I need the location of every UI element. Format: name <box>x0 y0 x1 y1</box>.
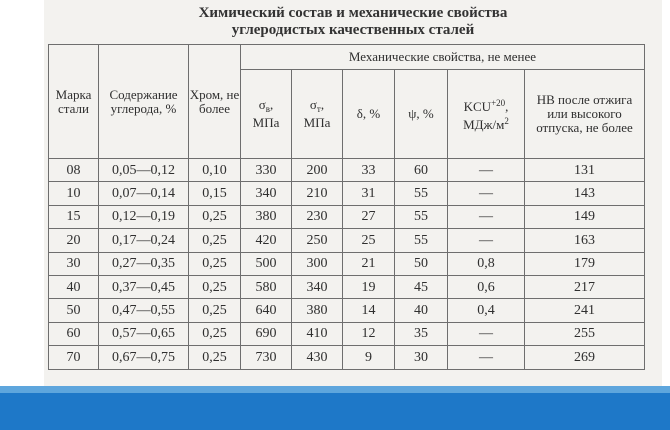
table-cell: — <box>448 322 525 345</box>
table-cell: 0,4 <box>448 299 525 322</box>
table-cell: 500 <box>241 252 292 275</box>
table-cell: 0,17—0,24 <box>99 229 189 252</box>
table-cell: 340 <box>241 182 292 205</box>
table-cell: 45 <box>395 275 448 298</box>
table-cell: 0,47—0,55 <box>99 299 189 322</box>
table-cell: 0,12—0,19 <box>99 205 189 228</box>
table-cell: — <box>448 159 525 182</box>
kcu-unit-superscript: 2 <box>504 116 509 126</box>
sigma-b-unit: МПа <box>252 115 280 130</box>
table-cell: 0,25 <box>189 346 241 369</box>
table-cell: 0,25 <box>189 275 241 298</box>
table-cell: 40 <box>395 299 448 322</box>
table-cell: 0,27—0,35 <box>99 252 189 275</box>
table-cell: 430 <box>292 346 343 369</box>
table-cell: 60 <box>49 322 99 345</box>
header-psi: ψ, % <box>395 70 448 159</box>
table-cell: 380 <box>292 299 343 322</box>
table-cell: 0,07—0,14 <box>99 182 189 205</box>
table-cell: 21 <box>343 252 395 275</box>
table-cell: 12 <box>343 322 395 345</box>
table-cell: 217 <box>525 275 645 298</box>
table-cell: 179 <box>525 252 645 275</box>
title-line-2: углеродистых качественных сталей <box>231 22 475 38</box>
kcu-symbol: KCU <box>463 99 492 114</box>
table-cell: 580 <box>241 275 292 298</box>
header-kcu: $KCU^{+20}$, МДж/$м^2$ <box>448 70 525 159</box>
table-cell: 30 <box>49 252 99 275</box>
table-cell: 55 <box>395 229 448 252</box>
table-cell: 0,8 <box>448 252 525 275</box>
page-title <box>44 5 662 39</box>
table-cell: 131 <box>525 159 645 182</box>
table-cell: 0,25 <box>189 299 241 322</box>
header-carbon: Содержание углерода, % <box>99 45 189 159</box>
table-cell: 255 <box>525 322 645 345</box>
table-cell: 340 <box>292 275 343 298</box>
table-cell: 50 <box>49 299 99 322</box>
table-cell: 230 <box>292 205 343 228</box>
table-body <box>49 159 645 370</box>
kcu-superscript: +20 <box>491 98 506 108</box>
table-cell: 25 <box>343 229 395 252</box>
table-cell: 20 <box>49 229 99 252</box>
table-cell: 10 <box>49 182 99 205</box>
kcu-unit: МДж/м <box>463 117 505 132</box>
table-cell: 330 <box>241 159 292 182</box>
table-cell: 690 <box>241 322 292 345</box>
table-cell: 55 <box>395 205 448 228</box>
table-cell: 0,25 <box>189 205 241 228</box>
table-row <box>49 252 645 275</box>
table-cell: 70 <box>49 346 99 369</box>
table-cell: — <box>448 229 525 252</box>
table-row <box>49 229 645 252</box>
table-cell: 0,25 <box>189 322 241 345</box>
header-mechanical-group: Механические свойства, не менее <box>241 45 645 70</box>
table-cell: 200 <box>292 159 343 182</box>
table-row <box>49 182 645 205</box>
table-cell: 410 <box>292 322 343 345</box>
table-cell: 08 <box>49 159 99 182</box>
table-cell: — <box>448 346 525 369</box>
footer-bar <box>0 393 670 430</box>
table-cell: 300 <box>292 252 343 275</box>
table-cell: 241 <box>525 299 645 322</box>
header-chromium: Хром, не более <box>189 45 241 159</box>
sigma-t-unit: МПа <box>303 115 331 130</box>
table-cell: 0,37—0,45 <box>99 275 189 298</box>
table-cell: 19 <box>343 275 395 298</box>
header-hb: НВ после отжига или высокого отпуска, не более <box>525 70 645 159</box>
table-cell: 0,67—0,75 <box>99 346 189 369</box>
table-cell: 50 <box>395 252 448 275</box>
table-cell: 0,25 <box>189 229 241 252</box>
sigma-b-subscript: в <box>265 104 270 114</box>
table-row <box>49 322 645 345</box>
header-sigma-b: $\sigma_в$, МПа <box>241 70 292 159</box>
table-cell: 14 <box>343 299 395 322</box>
sigma-t-symbol: σ <box>309 97 317 112</box>
table-cell: — <box>448 182 525 205</box>
header-grade: Марка стали <box>49 45 99 159</box>
table-cell: 210 <box>292 182 343 205</box>
table-cell: — <box>448 205 525 228</box>
table-cell: 269 <box>525 346 645 369</box>
table-row <box>49 205 645 228</box>
table-cell: 60 <box>395 159 448 182</box>
table-cell: 380 <box>241 205 292 228</box>
table-cell: 149 <box>525 205 645 228</box>
table-cell: 730 <box>241 346 292 369</box>
table-cell: 0,05—0,12 <box>99 159 189 182</box>
table-cell: 55 <box>395 182 448 205</box>
table-row <box>49 346 645 369</box>
table-cell: 0,6 <box>448 275 525 298</box>
table-cell: 420 <box>241 229 292 252</box>
table-cell: 250 <box>292 229 343 252</box>
table-cell: 40 <box>49 275 99 298</box>
table-row <box>49 275 645 298</box>
table-cell: 0,15 <box>189 182 241 205</box>
table-cell: 9 <box>343 346 395 369</box>
steel-properties-table <box>48 44 645 370</box>
table-cell: 31 <box>343 182 395 205</box>
title-line-1: Химический состав и механические свойства <box>198 5 508 21</box>
table-cell: 0,57—0,65 <box>99 322 189 345</box>
header-delta: δ, % <box>343 70 395 159</box>
sigma-t-subscript: т <box>316 104 321 114</box>
table-row <box>49 159 645 182</box>
table-cell: 640 <box>241 299 292 322</box>
table-cell: 30 <box>395 346 448 369</box>
table-cell: 0,10 <box>189 159 241 182</box>
table-row <box>49 299 645 322</box>
table-cell: 33 <box>343 159 395 182</box>
header-sigma-t: $\sigma_т$, МПа <box>292 70 343 159</box>
sigma-b-symbol: σ <box>258 97 266 112</box>
table-cell: 0,25 <box>189 252 241 275</box>
table-cell: 15 <box>49 205 99 228</box>
table-cell: 143 <box>525 182 645 205</box>
footer-accent-stripe <box>0 386 670 393</box>
table-cell: 163 <box>525 229 645 252</box>
table-cell: 35 <box>395 322 448 345</box>
table-cell: 27 <box>343 205 395 228</box>
